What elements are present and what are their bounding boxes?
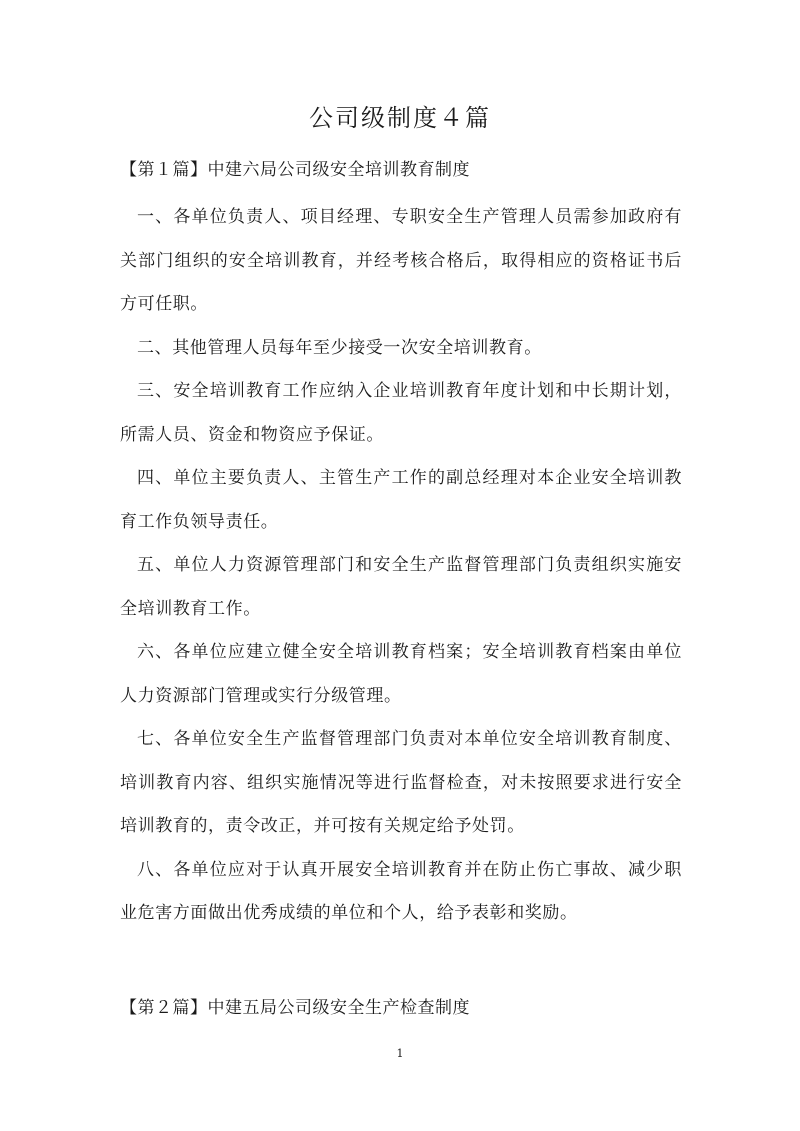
paragraph-7: 七、各单位安全生产监督管理部门负责对本单位安全培训教育制度、培训教育内容、组织实施情况等进行监督检查，对未按照要求进行安全培训教育的，责令改正，并可按有关规定给予处罚。 xyxy=(120,729,682,836)
paragraph-3: 三、安全培训教育工作应纳入企业培训教育年度计划和中长期计划，所需人员、资金和物资应予保证。 xyxy=(120,381,682,445)
paragraph-4: 四、单位主要负责人、主管生产工作的副总经理对本企业安全培训教育工作负领导责任。 xyxy=(120,468,682,532)
paragraph-6: 六、各单位应建立健全安全培训教育档案；安全培训教育档案由单位人力资源部门管理或实行分级管理。 xyxy=(120,642,682,706)
section-1-heading: 【第１篇】中建六局公司级安全培训教育制度 xyxy=(120,160,470,180)
section-1 xyxy=(120,150,682,936)
paragraph-8: 八、各单位应对于认真开展安全培训教育并在防止伤亡事故、减少职业危害方面做出优秀成绩的单位和个人，给予表彰和奖励。 xyxy=(120,859,682,923)
document-title: 公司级制度４篇 xyxy=(309,104,491,132)
paragraph-1: 一、各单位负责人、项目经理、专职安全生产管理人员需参加政府有关部门组织的安全培训教育，并经考核合格后，取得相应的资格证书后方可任职。 xyxy=(120,207,682,314)
page-number: 1 xyxy=(396,1047,404,1060)
section-2-heading: 【第２篇】中建五局公司级安全生产检查制度 xyxy=(120,998,470,1018)
paragraph-5: 五、单位人力资源管理部门和安全生产监督管理部门负责组织实施安全培训教育工作。 xyxy=(120,555,682,619)
section-2 xyxy=(120,988,682,1028)
paragraph-2: 二、其他管理人员每年至少接受一次安全培训教育。 xyxy=(137,337,542,358)
